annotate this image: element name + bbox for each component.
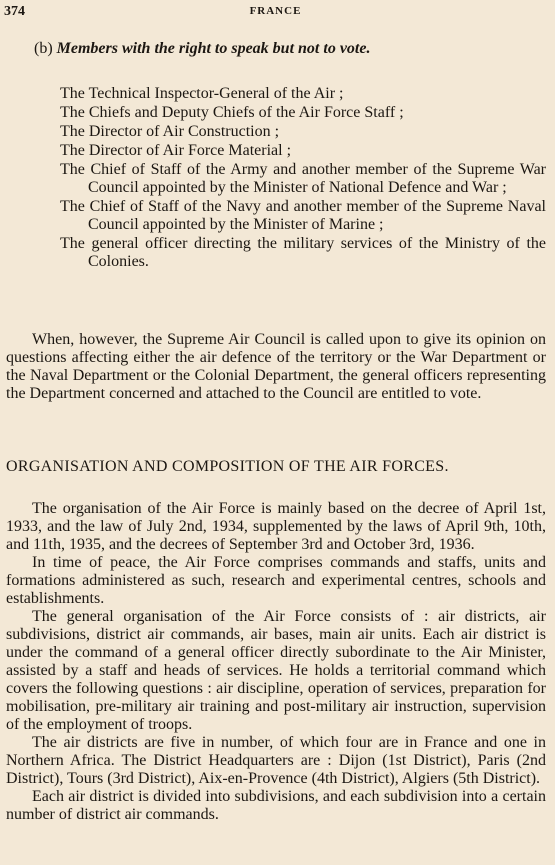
member-item: The Chief of Staff of the Army and another member of the Supreme War Council appointed by the Minister of National Defence and War ; xyxy=(60,161,546,196)
paragraph-text: The air districts are five in number, of which four are in France and one in Northern Africa. The District Headquarters are : Dijon (1st District), Paris (2nd District), Tours (3rd District), Aix-en-Provence (4th District), Algiers (5th District). xyxy=(6,734,546,787)
paragraph-text: The organisation of the Air Force is mainly based on the decree of April 1st, 1933, and the law of July 2nd, 1934, supplemented by the laws of April 9th, 10th, and 11th, 1935, and the decrees of September 3rd and October 3rd, 1936. xyxy=(6,500,546,553)
member-item: The general officer directing the military services of the Ministry of the Colonies. xyxy=(60,235,546,270)
voting-paragraph xyxy=(6,331,546,403)
member-item: The Chiefs and Deputy Chiefs of the Air Force Staff ; xyxy=(60,104,404,121)
page-number: 374 xyxy=(4,4,25,19)
section-title: ORGANISATION AND COMPOSITION OF THE AIR FORCES. xyxy=(6,458,449,475)
paragraph-text: Each air district is divided into subdivisions, and each subdivision into a certain number of district air commands. xyxy=(6,788,546,823)
subsection-marker: (b) xyxy=(34,40,53,57)
running-head: FRANCE xyxy=(249,5,302,17)
members-list xyxy=(60,85,546,272)
subsection-title: Members with the right to speak but not to vote. xyxy=(56,40,371,57)
paragraph-text: When, however, the Supreme Air Council is called upon to give its opinion on questions affecting either the air defence of the territory or the War Department or the Naval Department or the Colonial Department, the general officers representing the Department concerned and attached to the Council are entitled to vote. xyxy=(6,331,546,402)
member-item: The Director of Air Construction ; xyxy=(60,123,280,140)
paragraph-text: In time of peace, the Air Force comprises commands and staffs, units and formations administered as such, research and experimental centres, schools and establishments. xyxy=(6,554,546,607)
page-header xyxy=(4,4,547,22)
body-text xyxy=(6,500,546,824)
subsection-heading xyxy=(34,40,370,58)
member-item: The Technical Inspector-General of the Air ; xyxy=(60,85,344,102)
member-item: The Chief of Staff of the Navy and another member of the Supreme Naval Council appointed by the Minister of Marine ; xyxy=(60,198,546,233)
paragraph-text: The general organisation of the Air Force consists of : air districts, air subdivisions, district air commands, air bases, main air units. Each air district is under the command of a general officer directly subordinate to the Air Minister, assisted by a staff and heads of services. He holds a territorial command which covers the following questions : air discipline, operation of services, preparation for mobilisation, pre-military air training and post-military air instruction, supervision of the employment of troops. xyxy=(6,608,546,733)
member-item: The Director of Air Force Material ; xyxy=(60,142,292,159)
